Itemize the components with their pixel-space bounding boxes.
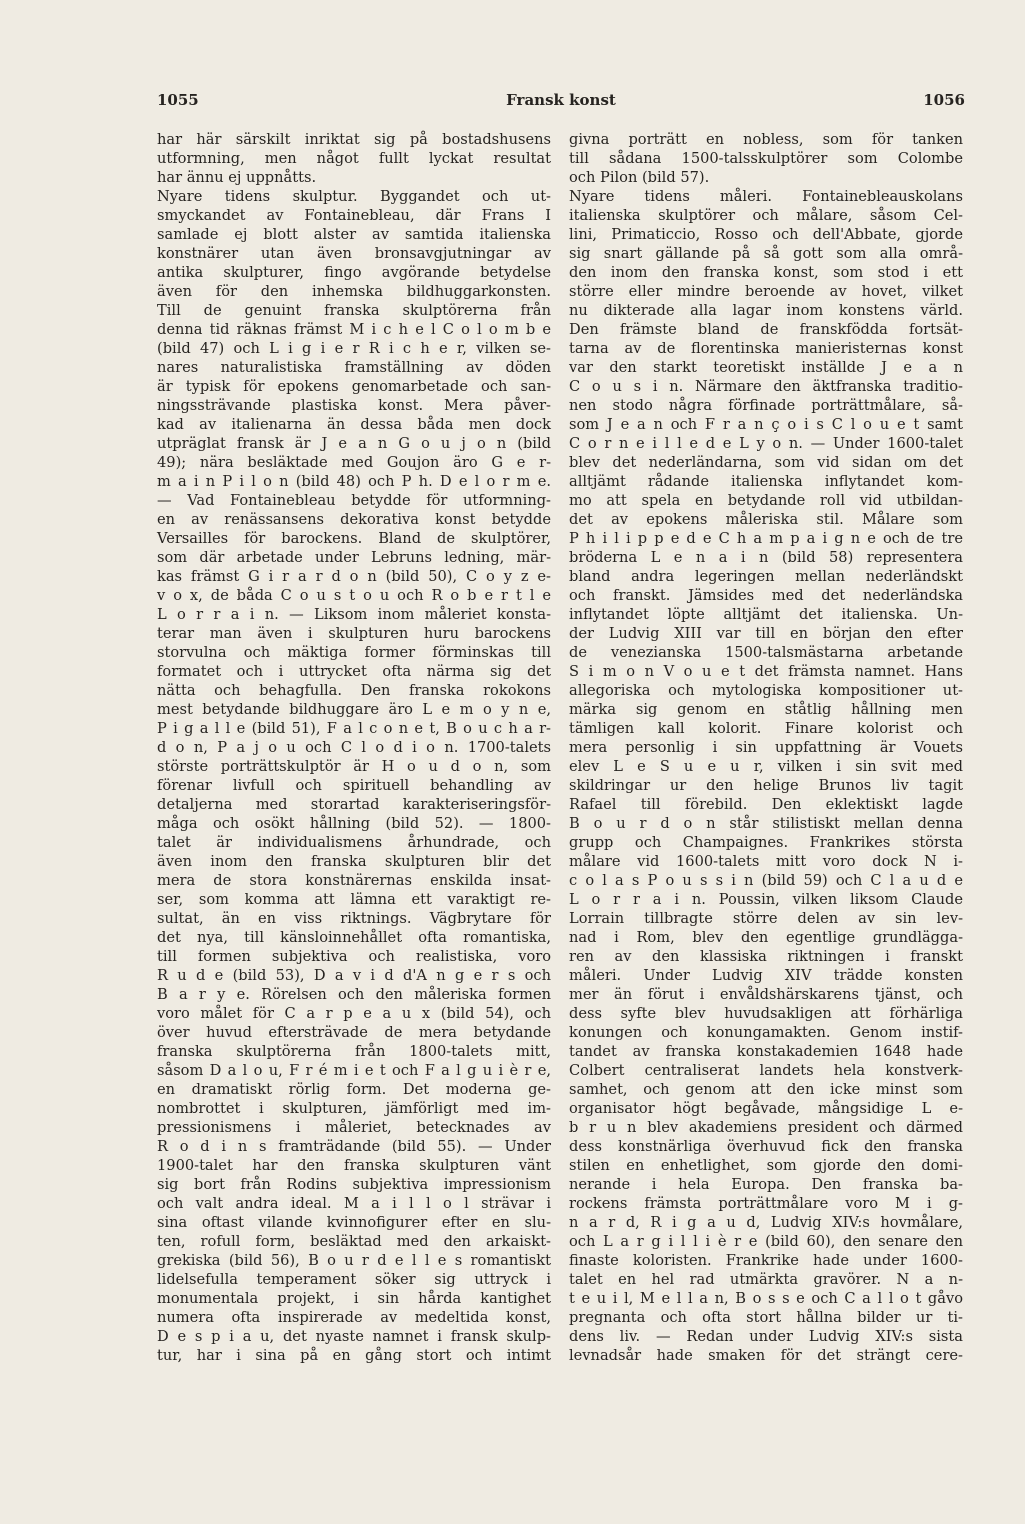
right-column-line: Colbert centraliserat landets hela konstverk-	[569, 1062, 963, 1079]
left-column-line: voro målet för C a r p e a u x (bild 54), och	[157, 1005, 551, 1022]
right-column-line: nen stodo några förfinade porträttmålare, så-	[569, 397, 963, 414]
right-column-line: talet en hel rad utmärkta gravörer. N a n-	[569, 1271, 963, 1288]
right-column-line: inflytandet löpte alltjämt det italienska. Un-	[569, 606, 963, 623]
left-column-line: mest betydande bildhuggare äro L e m o y n e,	[157, 701, 551, 718]
right-column-line: dens liv. — Redan under Ludvig XIV:s sista	[569, 1328, 963, 1345]
right-column-line: c o l a s P o u s s i n (bild 59) och C l a u d e	[569, 872, 963, 889]
left-column-line: talet är individualismens århundrade, och	[157, 834, 551, 851]
page-header	[157, 91, 965, 113]
left-column-line: formatet och i uttrycket ofta närma sig det	[157, 663, 551, 680]
left-column-line: även för den inhemska bildhuggarkonsten.	[157, 283, 551, 300]
right-column-line: konungen och konungamakten. Genom instif-	[569, 1024, 963, 1041]
right-column-line: de venezianska 1500-talsmästarna arbetande	[569, 644, 963, 661]
left-column-line: har ännu ej uppnåtts.	[157, 169, 317, 186]
left-column-line: ser, som komma att lämna ett varaktigt re-	[157, 891, 551, 908]
right-column-line: lini, Primaticcio, Rosso och dell'Abbate, gjorde	[569, 226, 963, 243]
left-column-line: utpräglat fransk är J e a n G o u j o n (bild	[157, 435, 551, 452]
left-column-line: förenar livfull och spirituell behandling av	[157, 777, 551, 794]
right-column-line: till sådana 1500-talsskulptörer som Colombe	[569, 150, 963, 167]
left-column-line: 1900-talet har den franska skulpturen vänt	[157, 1157, 551, 1174]
right-column-line: nu dikterade alla lagar inom konstens värld.	[569, 302, 963, 319]
right-column-line: L o r r a i n. Poussin, vilken liksom Claude	[569, 891, 963, 908]
left-column-line: detaljerna med storartad karakteriseringsför-	[157, 796, 551, 813]
right-column-line: allegoriska och mytologiska kompositioner ut-	[569, 682, 963, 699]
right-column-line: mo att spela en betydande roll vid utbildan-	[569, 492, 963, 509]
right-column-line: der Ludvig XIII var till en början den efter	[569, 625, 963, 642]
right-column-line: som J e a n och F r a n ç o i s C l o u e t samt	[569, 416, 963, 433]
right-column-line: målare vid 1600-talets mitt voro dock N i-	[569, 853, 963, 870]
left-column-line: är typisk för epokens genomarbetade och san-	[157, 378, 551, 395]
left-column-line: d o n, P a j o u och C l o d i o n. 1700-talets	[157, 739, 551, 756]
right-column-line: Nyare tidens måleri. Fontainebleauskolans	[569, 188, 963, 205]
right-column-line: större eller mindre beroende av hovet, vilket	[569, 283, 963, 300]
left-column-line: en dramatiskt rörlig form. Det moderna ge-	[157, 1081, 551, 1098]
right-column-line: B o u r d o n står stilistiskt mellan denna	[569, 815, 963, 832]
right-column-line: blev det nederländarna, som vid sidan om det	[569, 454, 963, 471]
left-column-line: pressionismens i måleriet, betecknades av	[157, 1119, 551, 1136]
left-column-line: såsom D a l o u, F r é m i e t och F a l g u i è r e,	[157, 1062, 551, 1079]
right-column-line: elev L e S u e u r, vilken i sin svit med	[569, 758, 963, 775]
right-column-line: C o u s i n. Närmare den äktfranska traditio-	[569, 378, 963, 395]
right-column-line: italienska skulptörer och målare, såsom Cel-	[569, 207, 963, 224]
left-column-line: P i g a l l e (bild 51), F a l c o n e t, B o u c h a r-	[157, 720, 551, 737]
left-column-line: sultat, än en viss riktnings. Vägbrytare för	[157, 910, 551, 927]
left-column-line: till formen subjektiva och realistiska, voro	[157, 948, 551, 965]
right-column-line: bland andra legeringen mellan nederländskt	[569, 568, 963, 585]
right-column-line: dess syfte blev huvudsakligen att förhärliga	[569, 1005, 963, 1022]
right-column-line: märka sig genom en ståtlig hållning men	[569, 701, 963, 718]
left-column-line: m a i n P i l o n (bild 48) och P h. D e l o r m e.	[157, 473, 551, 490]
left-column-line: kas främst G i r a r d o n (bild 50), C o y z e-	[157, 568, 551, 585]
left-column-line: nätta och behagfulla. Den franska rokokons	[157, 682, 551, 699]
left-column-line: Versailles för barockens. Bland de skulptörer,	[157, 530, 551, 547]
left-column-line: ten, rofull form, besläktad med den arkaiskt-	[157, 1233, 551, 1250]
right-column-line: P h i l i p p e d e C h a m p a i g n e och de tre	[569, 530, 963, 547]
right-column-line: ren av den klassiska riktningen i franskt	[569, 948, 963, 965]
left-column-line: denna tid räknas främst M i c h e l C o l o m b e	[157, 321, 551, 338]
left-column-line: över huvud eftersträvade de mera betydande	[157, 1024, 551, 1041]
right-column-line: S i m o n V o u e t det främsta namnet. Hans	[569, 663, 963, 680]
left-column-line: Till de genuint franska skulptörerna från	[157, 302, 551, 319]
left-column-line: grekiska (bild 56), B o u r d e l l e s romantiskt	[157, 1252, 551, 1269]
left-column-line: antika skulpturer, fingo avgörande betydelse	[157, 264, 551, 281]
right-column-line: mer än förut i envåldshärskarens tjänst, och	[569, 986, 963, 1003]
left-column-line: har här särskilt inriktat sig på bostadshusens	[157, 131, 551, 148]
right-column-line: t e u i l, M e l l a n, B o s s e och C a l l o t gåvo	[569, 1290, 963, 1307]
right-column-line: alltjämt rådande italienska inflytandet kom-	[569, 473, 963, 490]
right-column-line: b r u n blev akademiens president och därmed	[569, 1119, 963, 1136]
right-column-line: pregnanta och ofta stort hållna bilder ur ti-	[569, 1309, 963, 1326]
right-column-line: tämligen kall kolorit. Finare kolorist och	[569, 720, 963, 737]
right-column-line: mera personlig i sin uppfattning är Vouets	[569, 739, 963, 756]
left-column-line: D e s p i a u, det nyaste namnet i fransk skulp-	[157, 1328, 551, 1345]
left-column-line: även inom den franska skulpturen blir det	[157, 853, 551, 870]
left-column-line: B a r y e. Rörelsen och den måleriska formen	[157, 986, 551, 1003]
left-column-line: — Vad Fontainebleau betydde för utformning-	[157, 492, 551, 509]
left-column-line: v o x, de båda C o u s t o u och R o b e r t l e	[157, 587, 551, 604]
right-column-line: och franskt. Jämsides med det nederländska	[569, 587, 963, 604]
left-column-line: nombrottet i skulpturen, jämförligt med im-	[157, 1100, 551, 1117]
left-column-line: som där arbetade under Lebruns ledning, mär-	[157, 549, 551, 566]
page-number-left: 1055	[157, 91, 199, 109]
left-column-line: tur, har i sina på en gång stort och intimt	[157, 1347, 551, 1364]
right-column-line: det av epokens måleriska stil. Målare som	[569, 511, 963, 528]
left-column-line: storvulna och mäktiga former förminskas till	[157, 644, 551, 661]
right-column-line: var den starkt teoretiskt inställde J e a n	[569, 359, 963, 376]
right-column	[569, 130, 963, 1365]
left-column-line: nares naturalistiska framställning av döden	[157, 359, 551, 376]
left-column-line: 49); nära besläktade med Goujon äro G e r-	[157, 454, 551, 471]
left-column-line: måga och osökt hållning (bild 52). — 1800-	[157, 815, 551, 832]
right-column-line: skildringar ur den helige Brunos liv tagit	[569, 777, 963, 794]
right-column-line: tandet av franska konstakademien 1648 hade	[569, 1043, 963, 1060]
left-column-line: mera de stora konstnärernas enskilda insat-	[157, 872, 551, 889]
right-column-line: organisator högt begåvade, mångsidige L e-	[569, 1100, 963, 1117]
right-column-line: grupp och Champaignes. Frankrikes största	[569, 834, 963, 851]
right-column-line: och L a r g i l l i è r e (bild 60), den senare den	[569, 1233, 963, 1250]
left-column-line: en av renässansens dekorativa konst betydde	[157, 511, 551, 528]
left-column-line: ningssträvande plastiska konst. Mera påver-	[157, 397, 551, 414]
right-column-line: den inom den franska konst, som stod i ett	[569, 264, 963, 281]
page-number-right: 1056	[923, 91, 965, 109]
right-column-line: nerande i hela Europa. Den franska ba-	[569, 1176, 963, 1193]
right-column-line: måleri. Under Ludvig XIV trädde konsten	[569, 967, 963, 984]
left-column-line: R o d i n s framträdande (bild 55). — Under	[157, 1138, 551, 1155]
left-column-line: sina oftast vilande kvinnofigurer efter en slu-	[157, 1214, 551, 1231]
left-column-line: utformning, men något fullt lyckat resultat	[157, 150, 551, 167]
left-column-line: kad av italienarna än dessa båda men dock	[157, 416, 551, 433]
left-column-line: lidelsefulla temperament söker sig uttryck i	[157, 1271, 551, 1288]
right-column-line: samhet, och genom att den icke minst som	[569, 1081, 963, 1098]
right-column-line: tarna av de florentinska manieristernas konst	[569, 340, 963, 357]
left-column-line: monumentala projekt, i sin hårda kantighet	[157, 1290, 551, 1307]
left-column-line: sig bort från Rodins subjektiva impressionism	[157, 1176, 551, 1193]
right-column-line: rockens främsta porträttmålare voro M i g-	[569, 1195, 963, 1212]
left-column-line: L o r r a i n. — Liksom inom måleriet konsta-	[157, 606, 551, 623]
right-column-line: givna porträtt en nobless, som för tanken	[569, 131, 963, 148]
right-column-line: Rafael till förebild. Den eklektiskt lagde	[569, 796, 963, 813]
right-column-line: levnadsår hade smaken för det strängt cere-	[569, 1347, 963, 1364]
left-column-line: störste porträttskulptör är H o u d o n, som	[157, 758, 551, 775]
right-column-line: bröderna L e n a i n (bild 58) representera	[569, 549, 963, 566]
right-column-line: dess konstnärliga överhuvud fick den franska	[569, 1138, 963, 1155]
left-column-line: smyckandet av Fontainebleau, där Frans I	[157, 207, 551, 224]
right-column-line: finaste koloristen. Frankrike hade under 1600-	[569, 1252, 963, 1269]
left-column-line: terar man även i skulpturen huru barockens	[157, 625, 551, 642]
left-column-line: det nya, till känsloinnehållet ofta romantiska,	[157, 929, 551, 946]
left-column-line: samlade ej blott alster av samtida italienska	[157, 226, 551, 243]
right-column-line: nad i Rom, blev den egentlige grundlägga-	[569, 929, 963, 946]
left-column-line: franska skulptörerna från 1800-talets mitt,	[157, 1043, 551, 1060]
right-column-line: sig snart gällande på så gott som alla områ-	[569, 245, 963, 262]
right-column-line: Lorrain tillbragte större delen av sin lev-	[569, 910, 963, 927]
left-column-line: Nyare tidens skulptur. Byggandet och ut-	[157, 188, 551, 205]
right-column-line: och Pilon (bild 57).	[569, 169, 710, 186]
left-column	[157, 130, 551, 1365]
left-column-line: och valt andra ideal. M a i l l o l strävar i	[157, 1195, 551, 1212]
running-title: Fransk konst	[506, 91, 616, 109]
left-column-line: numera ofta inspirerade av medeltida konst,	[157, 1309, 551, 1326]
left-column-line: (bild 47) och L i g i e r R i c h e r, vilken se-	[157, 340, 551, 357]
right-column-line: Den främste bland de franskfödda fortsät-	[569, 321, 963, 338]
right-column-line: n a r d, R i g a u d, Ludvig XIV:s hovmålare,	[569, 1214, 963, 1231]
right-column-line: stilen en enhetlighet, som gjorde den domi-	[569, 1157, 963, 1174]
right-column-line: C o r n e i l l e d e L y o n. — Under 1600-talet	[569, 435, 963, 452]
left-column-line: konstnärer utan även bronsavgjutningar av	[157, 245, 551, 262]
left-column-line: R u d e (bild 53), D a v i d d'A n g e r s och	[157, 967, 551, 984]
